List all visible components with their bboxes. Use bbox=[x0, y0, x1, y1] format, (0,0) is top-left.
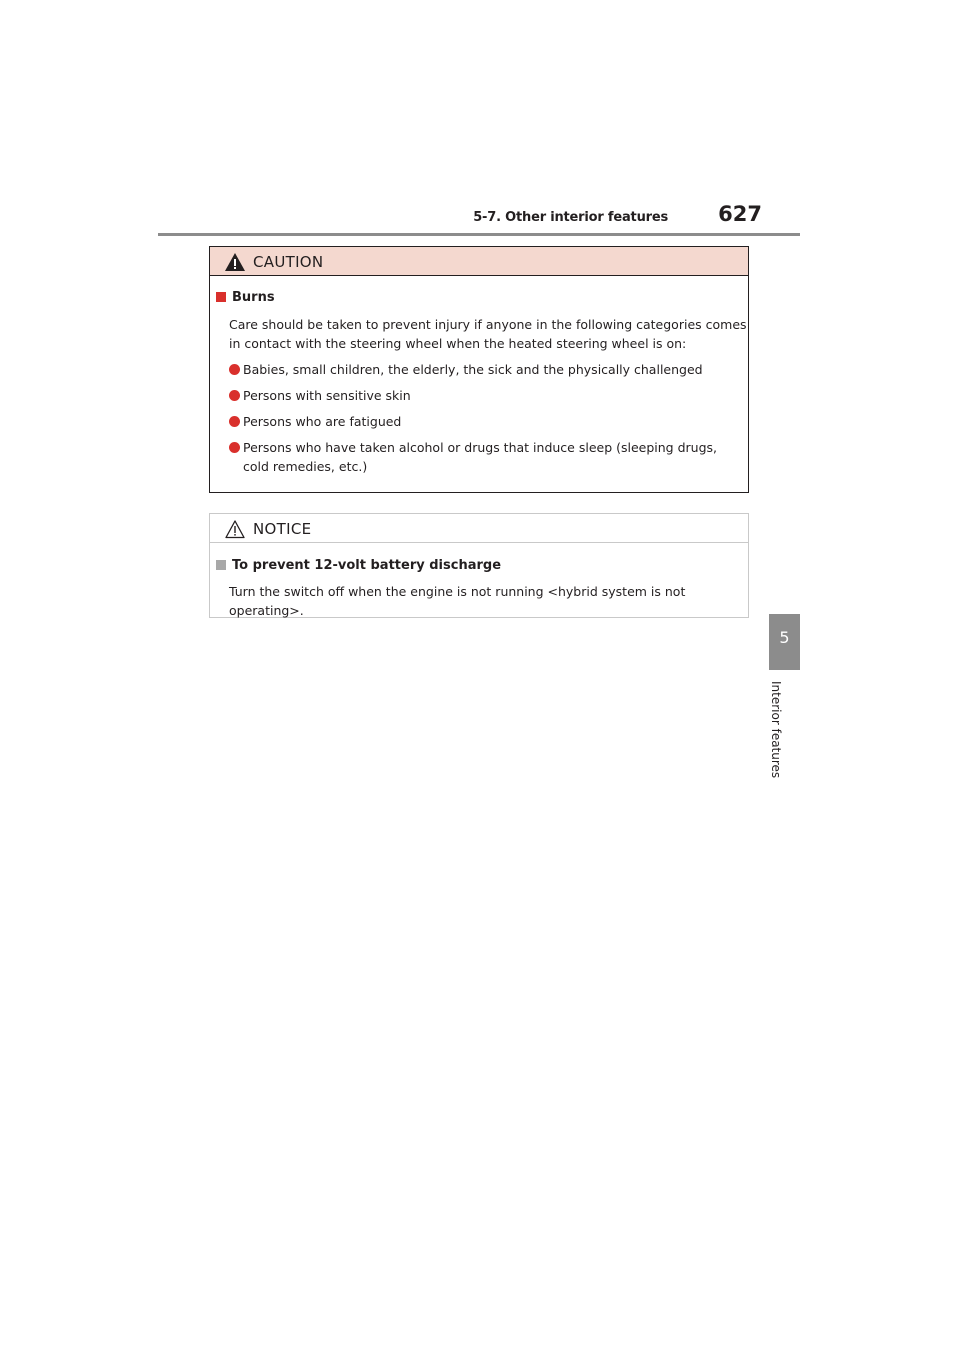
notice-section-title-text: To prevent 12-volt battery discharge bbox=[232, 558, 502, 573]
caution-bullet-text: Persons who have taken alcohol or drugs that induce sleep (sleeping drugs, cold remedies, etc.) bbox=[243, 440, 718, 474]
warning-triangle-icon bbox=[224, 252, 246, 272]
chapter-tab-number: 5 bbox=[779, 628, 790, 647]
chapter-tab bbox=[769, 614, 800, 670]
notice-title: NOTICE bbox=[253, 520, 312, 538]
square-bullet-icon bbox=[216, 560, 226, 570]
caution-header bbox=[210, 247, 748, 276]
caution-section-title bbox=[216, 290, 275, 305]
notice-box bbox=[209, 513, 749, 618]
caution-bullet-item bbox=[229, 438, 745, 476]
chapter-tab-label: Interior features bbox=[769, 681, 783, 779]
caution-bullet-text: Persons with sensitive skin bbox=[243, 388, 411, 403]
caution-intro: Care should be taken to prevent injury if anyone in the following categories comes in contact with the steering wheel when the heated steering wheel is on: bbox=[229, 317, 747, 351]
notice-header bbox=[210, 514, 748, 543]
notice-section-title bbox=[216, 558, 501, 573]
square-bullet-icon bbox=[216, 292, 226, 302]
caution-bullet-text: Babies, small children, the elderly, the sick and the physically challenged bbox=[243, 362, 703, 377]
warning-triangle-outline-icon bbox=[224, 519, 246, 539]
caution-box bbox=[209, 246, 749, 493]
caution-bullet-item bbox=[229, 412, 745, 431]
red-dot-icon bbox=[229, 390, 240, 401]
caution-bullet-text: Persons who are fatigued bbox=[243, 414, 402, 429]
caution-bullet-item bbox=[229, 386, 745, 405]
caution-title: CAUTION bbox=[253, 253, 324, 271]
caution-bullet-item bbox=[229, 360, 745, 379]
notice-text: Turn the switch off when the engine is not running <hybrid system is not operating>. bbox=[229, 584, 686, 618]
red-dot-icon bbox=[229, 364, 240, 375]
caution-section-title-text: Burns bbox=[232, 290, 275, 305]
header-rule bbox=[158, 233, 800, 236]
red-dot-icon bbox=[229, 416, 240, 427]
red-dot-icon bbox=[229, 442, 240, 453]
header-section-title: 5-7. Other interior features bbox=[473, 210, 668, 225]
page-number: 627 bbox=[718, 202, 762, 226]
